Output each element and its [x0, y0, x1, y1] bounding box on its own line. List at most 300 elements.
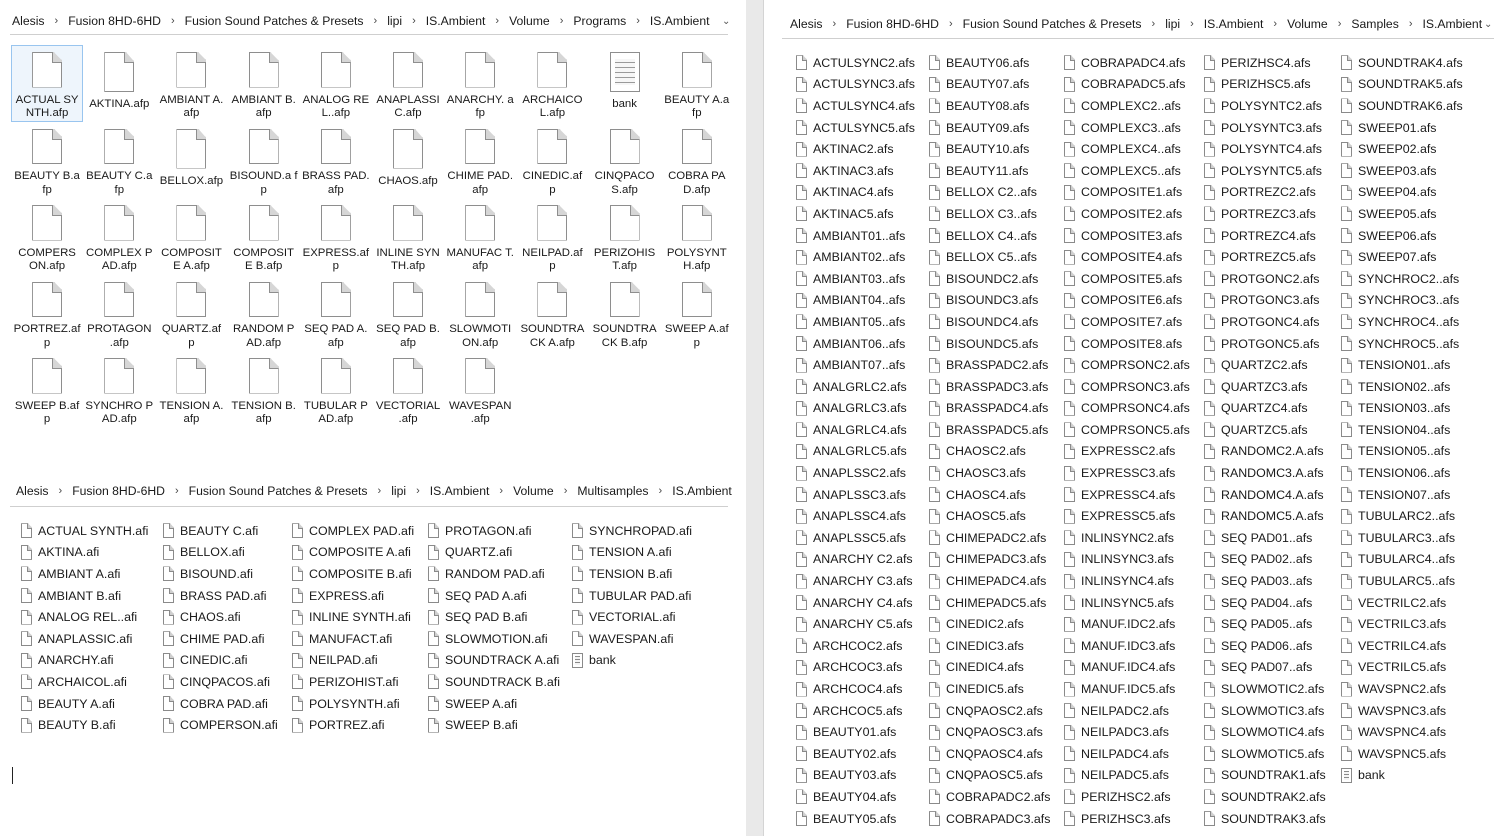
list-item[interactable]: [1064, 635, 1190, 657]
list-item[interactable]: [1064, 765, 1190, 787]
list-item[interactable]: [572, 628, 692, 650]
list-item[interactable]: [1341, 246, 1463, 268]
breadcrumb-item[interactable]: Programs: [573, 14, 627, 28]
list-item[interactable]: [796, 354, 915, 376]
file-tile[interactable]: [155, 45, 227, 122]
list-item[interactable]: [796, 462, 915, 484]
list-item[interactable]: [929, 376, 1050, 398]
list-item[interactable]: [929, 74, 1050, 96]
list-item[interactable]: [929, 441, 1050, 463]
file-tile[interactable]: [372, 122, 444, 199]
list-item[interactable]: [1341, 743, 1463, 765]
breadcrumb-item[interactable]: Samples: [1351, 17, 1399, 31]
list-item[interactable]: [1341, 74, 1463, 96]
list-item[interactable]: [1341, 311, 1463, 333]
list-item[interactable]: [1064, 160, 1190, 182]
list-item[interactable]: [1204, 635, 1326, 657]
list-item[interactable]: [929, 95, 1050, 117]
list-item[interactable]: [796, 549, 915, 571]
file-tile[interactable]: [228, 45, 300, 122]
file-tile[interactable]: [11, 45, 83, 122]
list-item[interactable]: [1341, 333, 1463, 355]
list-item[interactable]: [929, 138, 1050, 160]
file-tile[interactable]: [661, 198, 733, 275]
list-item[interactable]: [1341, 721, 1463, 743]
list-item[interactable]: [1064, 786, 1190, 808]
list-item[interactable]: [929, 743, 1050, 765]
list-item[interactable]: [929, 225, 1050, 247]
list-item[interactable]: [796, 700, 915, 722]
list-item[interactable]: [796, 592, 915, 614]
list-item[interactable]: [1204, 376, 1326, 398]
list-item[interactable]: [1204, 657, 1326, 679]
list-item[interactable]: [929, 700, 1050, 722]
list-item[interactable]: [796, 613, 915, 635]
list-item[interactable]: [1341, 225, 1463, 247]
list-item[interactable]: [1341, 398, 1463, 420]
list-item[interactable]: [163, 585, 278, 607]
list-item[interactable]: [163, 520, 278, 542]
list-item[interactable]: [929, 462, 1050, 484]
list-item[interactable]: [1064, 462, 1190, 484]
list-item[interactable]: [929, 333, 1050, 355]
list-item[interactable]: [1204, 786, 1326, 808]
breadcrumb-item[interactable]: lipi: [1165, 17, 1181, 31]
list-item[interactable]: [796, 570, 915, 592]
list-item[interactable]: [1341, 95, 1463, 117]
breadcrumb-item[interactable]: Volume: [1287, 17, 1328, 31]
list-item[interactable]: [1204, 182, 1326, 204]
list-item[interactable]: [1064, 484, 1190, 506]
breadcrumb-item[interactable]: lipi: [387, 14, 403, 28]
list-item[interactable]: [796, 203, 915, 225]
file-tile[interactable]: [661, 275, 733, 352]
list-item[interactable]: [1064, 657, 1190, 679]
list-item[interactable]: [1341, 505, 1463, 527]
list-item[interactable]: [1204, 441, 1326, 463]
list-item[interactable]: [21, 650, 148, 672]
file-tile[interactable]: [155, 275, 227, 352]
list-item[interactable]: [1204, 592, 1326, 614]
list-item[interactable]: [796, 52, 915, 74]
list-item[interactable]: [1064, 117, 1190, 139]
list-item[interactable]: [929, 182, 1050, 204]
list-item[interactable]: [796, 290, 915, 312]
list-item[interactable]: [1204, 398, 1326, 420]
file-tile[interactable]: [516, 122, 588, 199]
list-item[interactable]: [929, 203, 1050, 225]
list-item[interactable]: [292, 520, 414, 542]
list-item[interactable]: [1064, 182, 1190, 204]
file-tile[interactable]: [372, 198, 444, 275]
list-item[interactable]: [796, 246, 915, 268]
list-item[interactable]: [1204, 527, 1326, 549]
document-icon: [572, 653, 583, 668]
list-item[interactable]: [1341, 700, 1463, 722]
list-item[interactable]: [1204, 462, 1326, 484]
list-item[interactable]: [1064, 505, 1190, 527]
list-item[interactable]: [929, 160, 1050, 182]
list-item[interactable]: [1341, 657, 1463, 679]
list-item[interactable]: [163, 671, 278, 693]
list-item[interactable]: [1064, 527, 1190, 549]
file-tile[interactable]: [300, 351, 372, 428]
list-item[interactable]: [428, 628, 560, 650]
list-item[interactable]: [796, 505, 915, 527]
list-item[interactable]: [1204, 95, 1326, 117]
list-item[interactable]: [1204, 613, 1326, 635]
breadcrumb-item[interactable]: IS.Ambient: [425, 14, 486, 28]
list-item[interactable]: [796, 678, 915, 700]
file-tile[interactable]: [589, 198, 661, 275]
list-item[interactable]: [292, 650, 414, 672]
chevron-down-icon[interactable]: ⌄: [1484, 19, 1493, 30]
list-item[interactable]: [292, 671, 414, 693]
breadcrumb-item[interactable]: IS.Ambient: [649, 14, 710, 28]
list-item[interactable]: [1064, 549, 1190, 571]
list-item[interactable]: [929, 246, 1050, 268]
list-item[interactable]: [796, 808, 915, 830]
list-item[interactable]: [21, 520, 148, 542]
list-item[interactable]: [1204, 225, 1326, 247]
breadcrumb-item[interactable]: Alesis: [12, 14, 45, 28]
list-item[interactable]: [1341, 462, 1463, 484]
list-item[interactable]: [1204, 700, 1326, 722]
file-tile[interactable]: [444, 198, 516, 275]
list-item[interactable]: [163, 563, 278, 585]
list-item[interactable]: [1204, 74, 1326, 96]
breadcrumb-item[interactable]: IS.Ambient: [429, 484, 490, 498]
list-item[interactable]: [163, 714, 278, 736]
file-tile[interactable]: [444, 275, 516, 352]
list-item[interactable]: [1064, 290, 1190, 312]
list-item[interactable]: [796, 182, 915, 204]
file-tile[interactable]: [11, 198, 83, 275]
list-item[interactable]: [1064, 678, 1190, 700]
list-item[interactable]: [796, 527, 915, 549]
file-tile[interactable]: [516, 275, 588, 352]
file-tile[interactable]: [11, 275, 83, 352]
list-item[interactable]: [796, 441, 915, 463]
list-item[interactable]: [796, 333, 915, 355]
list-item[interactable]: [292, 542, 414, 564]
breadcrumb-item[interactable]: Alesis: [790, 17, 823, 31]
breadcrumb-item[interactable]: Fusion 8HD-6HD: [72, 484, 165, 498]
list-item[interactable]: [292, 563, 414, 585]
list-item[interactable]: [1064, 743, 1190, 765]
file-tile[interactable]: [516, 45, 588, 122]
breadcrumb-item[interactable]: Fusion 8HD-6HD: [846, 17, 939, 31]
list-item[interactable]: [163, 542, 278, 564]
list-item[interactable]: [1204, 52, 1326, 74]
file-tile[interactable]: [155, 198, 227, 275]
list-item[interactable]: [1341, 290, 1463, 312]
list-item[interactable]: [1064, 333, 1190, 355]
file-tile[interactable]: [444, 122, 516, 199]
list-item[interactable]: [572, 542, 692, 564]
list-item[interactable]: [929, 808, 1050, 830]
list-item[interactable]: [1204, 117, 1326, 139]
list-item[interactable]: [1064, 52, 1190, 74]
breadcrumb-item[interactable]: Alesis: [16, 484, 49, 498]
list-item[interactable]: [1204, 743, 1326, 765]
file-tile[interactable]: [300, 198, 372, 275]
list-item[interactable]: [929, 311, 1050, 333]
file-tile[interactable]: [83, 45, 155, 122]
list-item[interactable]: [796, 376, 915, 398]
list-item[interactable]: [292, 628, 414, 650]
file-icon: [428, 718, 439, 733]
list-item[interactable]: [1204, 484, 1326, 506]
file-tile[interactable]: [444, 45, 516, 122]
list-item[interactable]: [1064, 419, 1190, 441]
chevron-down-icon[interactable]: ⌄: [722, 16, 731, 27]
file-tile[interactable]: [589, 45, 661, 122]
list-item[interactable]: [796, 786, 915, 808]
list-item[interactable]: [1204, 721, 1326, 743]
file-tile[interactable]: [155, 122, 227, 199]
list-item[interactable]: [796, 95, 915, 117]
list-item[interactable]: [428, 563, 560, 585]
list-item[interactable]: [929, 657, 1050, 679]
breadcrumb-item[interactable]: Fusion Sound Patches & Presets: [188, 484, 368, 498]
list-item[interactable]: [929, 765, 1050, 787]
list-item[interactable]: [1064, 808, 1190, 830]
file-tile[interactable]: [83, 351, 155, 428]
list-item[interactable]: [572, 563, 692, 585]
list-item[interactable]: [428, 714, 560, 736]
list-item[interactable]: [572, 520, 692, 542]
list-item[interactable]: [796, 635, 915, 657]
file-tile[interactable]: [372, 351, 444, 428]
file-tile[interactable]: [155, 351, 227, 428]
list-item[interactable]: [163, 606, 278, 628]
list-item[interactable]: [428, 650, 560, 672]
list-item[interactable]: [1341, 203, 1463, 225]
list-item[interactable]: [929, 786, 1050, 808]
list-item[interactable]: [1204, 138, 1326, 160]
file-tile[interactable]: [372, 275, 444, 352]
file-tile[interactable]: [228, 122, 300, 199]
list-item[interactable]: [163, 650, 278, 672]
list-item[interactable]: [1064, 592, 1190, 614]
list-item[interactable]: [796, 225, 915, 247]
list-item[interactable]: [796, 484, 915, 506]
list-item[interactable]: [21, 714, 148, 736]
list-item[interactable]: [572, 650, 692, 672]
list-item[interactable]: [1341, 354, 1463, 376]
list-item[interactable]: [1204, 160, 1326, 182]
list-item[interactable]: [1064, 441, 1190, 463]
file-tile[interactable]: [516, 198, 588, 275]
list-item[interactable]: [1064, 398, 1190, 420]
file-tile[interactable]: [661, 45, 733, 122]
list-item[interactable]: [1341, 635, 1463, 657]
list-item[interactable]: [1204, 549, 1326, 571]
list-item[interactable]: [796, 138, 915, 160]
list-item[interactable]: [1204, 570, 1326, 592]
file-tile[interactable]: [444, 351, 516, 428]
list-item[interactable]: [796, 765, 915, 787]
list-item[interactable]: [1341, 527, 1463, 549]
list-item[interactable]: [1341, 182, 1463, 204]
list-item[interactable]: [428, 671, 560, 693]
list-item[interactable]: [929, 635, 1050, 657]
list-item[interactable]: [292, 693, 414, 715]
list-item[interactable]: [796, 311, 915, 333]
breadcrumb-item[interactable]: Fusion 8HD-6HD: [68, 14, 161, 28]
list-item[interactable]: [1341, 419, 1463, 441]
list-item[interactable]: [796, 117, 915, 139]
list-item[interactable]: [1204, 354, 1326, 376]
list-item[interactable]: [929, 268, 1050, 290]
list-item[interactable]: [1341, 592, 1463, 614]
list-item[interactable]: [1064, 74, 1190, 96]
list-item[interactable]: [1204, 333, 1326, 355]
list-item[interactable]: [929, 505, 1050, 527]
list-item[interactable]: [1341, 549, 1463, 571]
breadcrumb-item[interactable]: Fusion Sound Patches & Presets: [962, 17, 1142, 31]
list-item[interactable]: [929, 527, 1050, 549]
list-item[interactable]: [1064, 95, 1190, 117]
list-item[interactable]: [428, 585, 560, 607]
list-item[interactable]: [929, 117, 1050, 139]
list-item[interactable]: [163, 628, 278, 650]
list-item[interactable]: [21, 693, 148, 715]
list-item[interactable]: [428, 606, 560, 628]
list-item[interactable]: [163, 693, 278, 715]
list-item[interactable]: [929, 290, 1050, 312]
list-item[interactable]: [1204, 311, 1326, 333]
list-item[interactable]: [1204, 808, 1326, 830]
list-item[interactable]: [1341, 441, 1463, 463]
file-tile[interactable]: [83, 275, 155, 352]
list-item[interactable]: [929, 419, 1050, 441]
file-tile[interactable]: [589, 122, 661, 199]
list-item[interactable]: [292, 585, 414, 607]
file-tile[interactable]: [661, 122, 733, 199]
list-item[interactable]: [1341, 484, 1463, 506]
list-item[interactable]: [1064, 246, 1190, 268]
list-item[interactable]: [1064, 354, 1190, 376]
list-item[interactable]: [21, 606, 148, 628]
file-tile[interactable]: [228, 351, 300, 428]
list-item[interactable]: [1064, 721, 1190, 743]
list-item[interactable]: [929, 613, 1050, 635]
list-item[interactable]: [1341, 268, 1463, 290]
list-item[interactable]: [796, 74, 915, 96]
list-item[interactable]: [1064, 376, 1190, 398]
list-item[interactable]: [1341, 138, 1463, 160]
list-item[interactable]: [1064, 268, 1190, 290]
list-item[interactable]: [929, 52, 1050, 74]
breadcrumb-item[interactable]: IS.Ambient: [1422, 17, 1483, 31]
list-item[interactable]: [1341, 570, 1463, 592]
list-item[interactable]: [1064, 613, 1190, 635]
list-item[interactable]: [1064, 311, 1190, 333]
list-item[interactable]: [428, 693, 560, 715]
file-tile[interactable]: [83, 198, 155, 275]
list-item[interactable]: [21, 585, 148, 607]
breadcrumb-item[interactable]: Fusion Sound Patches & Presets: [184, 14, 364, 28]
list-item[interactable]: [572, 606, 692, 628]
breadcrumb-item[interactable]: Multisamples: [577, 484, 649, 498]
list-item[interactable]: [1341, 765, 1463, 787]
list-item[interactable]: [1204, 765, 1326, 787]
list-item[interactable]: [1341, 376, 1463, 398]
list-item[interactable]: [1064, 138, 1190, 160]
list-item[interactable]: [1064, 225, 1190, 247]
list-item[interactable]: [796, 657, 915, 679]
list-item[interactable]: [929, 721, 1050, 743]
file-tile[interactable]: [300, 122, 372, 199]
list-item[interactable]: [1341, 678, 1463, 700]
list-item[interactable]: [428, 520, 560, 542]
list-item[interactable]: [1064, 700, 1190, 722]
file-tile[interactable]: [300, 45, 372, 122]
list-item[interactable]: [21, 671, 148, 693]
list-item[interactable]: [1204, 290, 1326, 312]
list-item[interactable]: [1204, 246, 1326, 268]
breadcrumb-item[interactable]: IS.Ambient: [672, 484, 732, 498]
list-item[interactable]: [1341, 52, 1463, 74]
list-item[interactable]: [796, 743, 915, 765]
list-item[interactable]: [1064, 203, 1190, 225]
breadcrumb-item[interactable]: IS.Ambient: [1203, 17, 1264, 31]
list-item[interactable]: [21, 563, 148, 585]
file-tile[interactable]: [589, 275, 661, 352]
file-tile[interactable]: [372, 45, 444, 122]
file-tile[interactable]: [300, 275, 372, 352]
file-tile[interactable]: [11, 122, 83, 199]
file-tile[interactable]: [228, 275, 300, 352]
file-tile[interactable]: [228, 198, 300, 275]
list-item[interactable]: [929, 570, 1050, 592]
list-item[interactable]: [929, 678, 1050, 700]
file-tile[interactable]: [83, 122, 155, 199]
list-item[interactable]: [1341, 160, 1463, 182]
list-item[interactable]: [1204, 419, 1326, 441]
list-item[interactable]: [1204, 678, 1326, 700]
list-item[interactable]: [796, 721, 915, 743]
list-item[interactable]: [1341, 613, 1463, 635]
list-item[interactable]: [1341, 117, 1463, 139]
breadcrumb-item[interactable]: Volume: [509, 14, 550, 28]
list-item[interactable]: [572, 585, 692, 607]
list-item[interactable]: [1204, 268, 1326, 290]
list-item[interactable]: [929, 592, 1050, 614]
list-item[interactable]: [1204, 203, 1326, 225]
breadcrumb-item[interactable]: Volume: [513, 484, 554, 498]
list-item[interactable]: [929, 549, 1050, 571]
list-item[interactable]: [1064, 570, 1190, 592]
list-item[interactable]: [929, 484, 1050, 506]
list-item[interactable]: [929, 398, 1050, 420]
file-tile[interactable]: [11, 351, 83, 428]
list-item[interactable]: [1204, 505, 1326, 527]
list-item[interactable]: [21, 542, 148, 564]
list-item[interactable]: [428, 542, 560, 564]
list-item[interactable]: [292, 606, 414, 628]
list-item[interactable]: [21, 628, 148, 650]
list-item[interactable]: [796, 419, 915, 441]
list-item[interactable]: [929, 354, 1050, 376]
list-item[interactable]: [796, 398, 915, 420]
list-item[interactable]: [796, 268, 915, 290]
list-item[interactable]: [292, 714, 414, 736]
list-item[interactable]: [796, 160, 915, 182]
breadcrumb-item[interactable]: lipi: [391, 484, 407, 498]
